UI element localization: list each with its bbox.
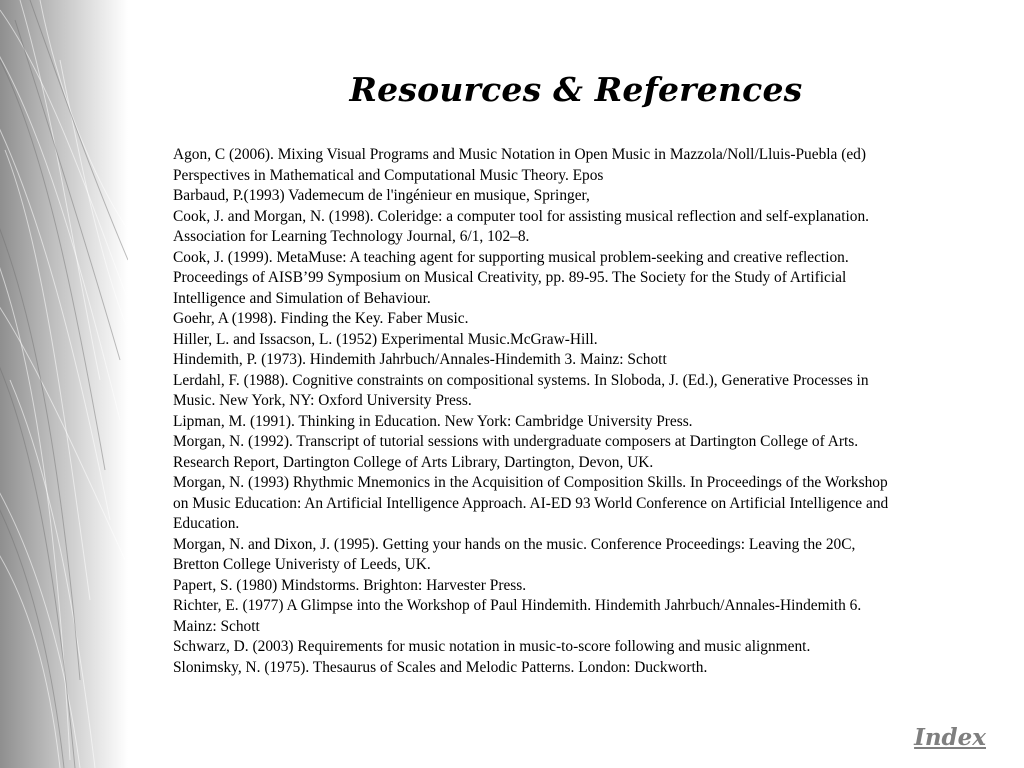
decorative-grass-background xyxy=(0,0,128,768)
index-link[interactable]: Index xyxy=(914,724,986,751)
reference-line: Intelligence and Simulation of Behaviour. xyxy=(173,289,431,307)
slide-title: Resources & References xyxy=(349,70,803,109)
reference-line: Agon, C (2006). Mixing Visual Programs and Music Notation in Open Music in Mazzola/Noll/Lluis-Puebla (ed) xyxy=(173,146,866,163)
reference-line: Goehr, A (1998). Finding the Key. Faber Music. xyxy=(173,310,469,327)
reference-line: Bretton College Univeristy of Leeds, UK. xyxy=(173,556,431,573)
reference-line: Cook, J. and Morgan, N. (1998). Coleridge: a computer tool for assisting musical reflection and self-explanation. xyxy=(173,207,869,225)
reference-line: Association for Learning Technology Journal, 6/1, 102–8. xyxy=(173,228,530,245)
reference-line: Cook, J. (1999). MetaMuse: A teaching agent for supporting musical problem-seeking and creative reflection. xyxy=(173,248,849,266)
reference-line: Hiller, L. and Issacson, L. (1952) Experimental Music.McGraw-Hill. xyxy=(173,330,598,348)
reference-line: Richter, E. (1977) A Glimpse into the Workshop of Paul Hindemith. Hindemith Jahrbuch/Annales-Hindemith 6. xyxy=(173,597,862,614)
reference-line: Research Report, Dartington College of Arts Library, Dartington, Devon, UK. xyxy=(173,453,654,471)
reference-line: Papert, S. (1980) Mindstorms. Brighton: Harvester Press. xyxy=(173,576,527,594)
reference-line: Slonimsky, N. (1975). Thesaurus of Scales and Melodic Patterns. London: Duckworth. xyxy=(173,658,708,676)
reference-line: Morgan, N. and Dixon, J. (1995). Getting your hands on the music. Conference Proceedings: Leaving the 20C, xyxy=(173,535,856,553)
reference-line: Schwarz, D. (2003) Requirements for music notation in music-to-score following and music alignment. xyxy=(173,638,811,655)
reference-line: Morgan, N. (1993) Rhythmic Mnemonics in the Acquisition of Composition Skills. In Proceedings of the Workshop xyxy=(173,474,888,491)
reference-line: on Music Education: An Artificial Intelligence Approach. AI-ED 93 World Conference on Artificial Intelligence and xyxy=(173,494,889,512)
reference-line: Proceedings of AISB’99 Symposium on Musical Creativity, pp. 89-95. The Society for the Study of Artificial xyxy=(173,269,847,286)
reference-line: Mainz: Schott xyxy=(173,617,260,635)
reference-line: Hindemith, P. (1973). Hindemith Jahrbuch/Annales-Hindemith 3. Mainz: Schott xyxy=(173,351,667,368)
reference-line: Education. xyxy=(173,515,240,532)
reference-line: Lerdahl, F. (1988). Cognitive constraints on compositional systems. In Sloboda, J. (Ed.), Generative Processes in xyxy=(173,371,869,389)
reference-line: Barbaud, P.(1993) Vademecum de l'ingénieur en musique, Springer, xyxy=(173,187,590,204)
reference-line: Lipman, M. (1991). Thinking in Education. New York: Cambridge University Press. xyxy=(173,412,693,430)
reference-line: Perspectives in Mathematical and Computational Music Theory. Epos xyxy=(173,166,604,184)
reference-list xyxy=(173,145,993,678)
reference-line: Morgan, N. (1992). Transcript of tutorial sessions with undergraduate composers at Dartington College of Arts. xyxy=(173,433,859,450)
reference-line: Music. New York, NY: Oxford University Press. xyxy=(173,392,472,409)
